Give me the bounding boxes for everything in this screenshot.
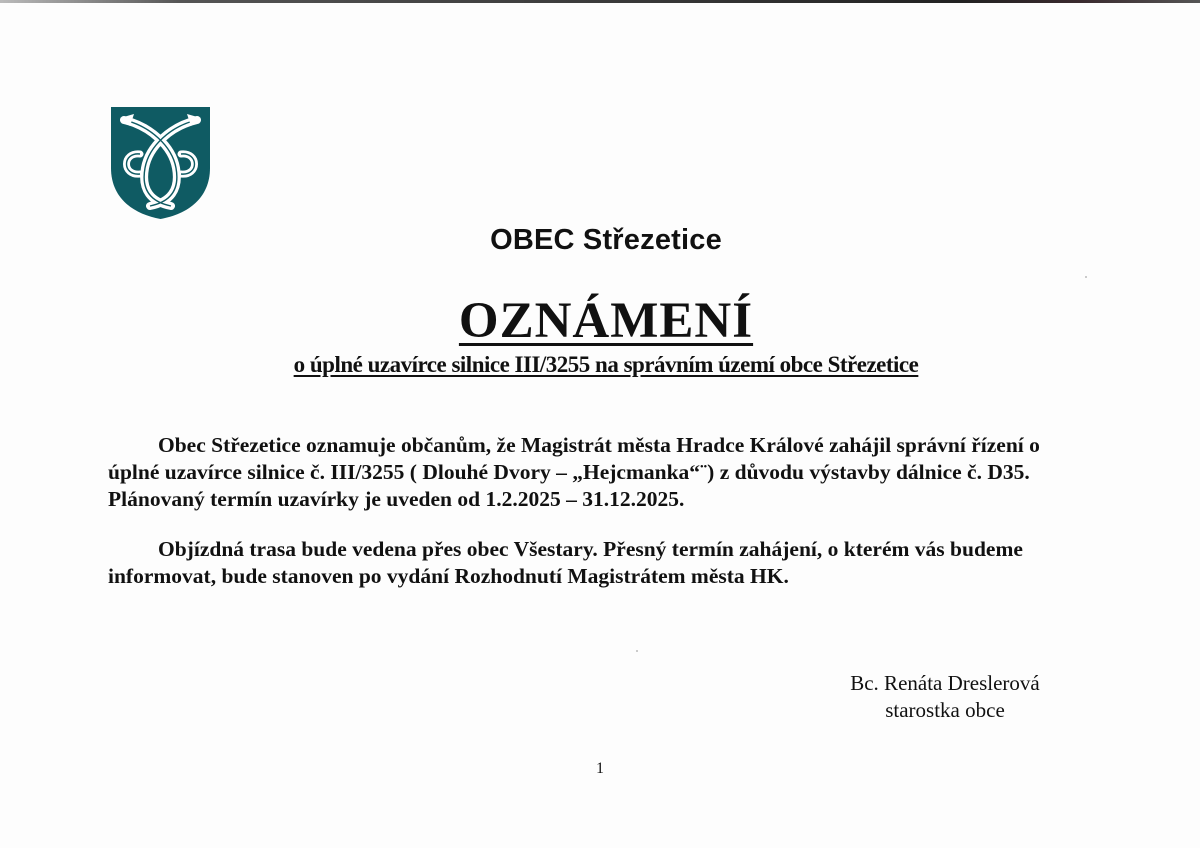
paragraph-detour bbox=[108, 536, 1108, 590]
signatory-role: starostka obce bbox=[885, 698, 1005, 722]
paragraph-line: Plánovaný termín uzavírky je uveden od 1.2.2025 – 31.12.2025. bbox=[108, 487, 685, 511]
paragraph-line: úplné uzavírce silnice č. III/3255 ( Dlouhé Dvory – „Hejcmanka“¨) z důvodu výstavby dálnice č. D35. bbox=[108, 460, 1030, 484]
coat-of-arms-icon bbox=[110, 106, 211, 220]
notice-title bbox=[0, 292, 1200, 350]
notice-subtitle bbox=[0, 352, 1200, 378]
notice-subtitle-text: o úplné uzavírce silnice III/3255 na správním území obce Střezetice bbox=[293, 352, 919, 377]
paragraph-line: Obec Střezetice oznamuje občanům, že Magistrát města Hradce Králové zahájil správní řízení o bbox=[158, 433, 1040, 457]
scan-speck bbox=[636, 650, 638, 652]
signatory-name: Bc. Renáta Dreslerová bbox=[850, 671, 1040, 695]
scan-edge bbox=[0, 0, 1200, 3]
paragraph-line: Objízdná trasa bude vedena přes obec Všestary. Přesný termín zahájení, o kterém vás budeme bbox=[158, 537, 1023, 561]
municipality-heading: OBEC Střezetice bbox=[490, 224, 722, 256]
paragraph-road-closure bbox=[108, 432, 1108, 513]
page-number: 1 bbox=[596, 760, 604, 777]
signature-block bbox=[830, 670, 1060, 724]
notice-title-text: OZNÁMENÍ bbox=[458, 293, 754, 349]
paragraph-line: informovat, bude stanoven po vydání Rozhodnutí Magistrátem města HK. bbox=[108, 564, 789, 588]
scan-speck bbox=[1085, 276, 1087, 278]
